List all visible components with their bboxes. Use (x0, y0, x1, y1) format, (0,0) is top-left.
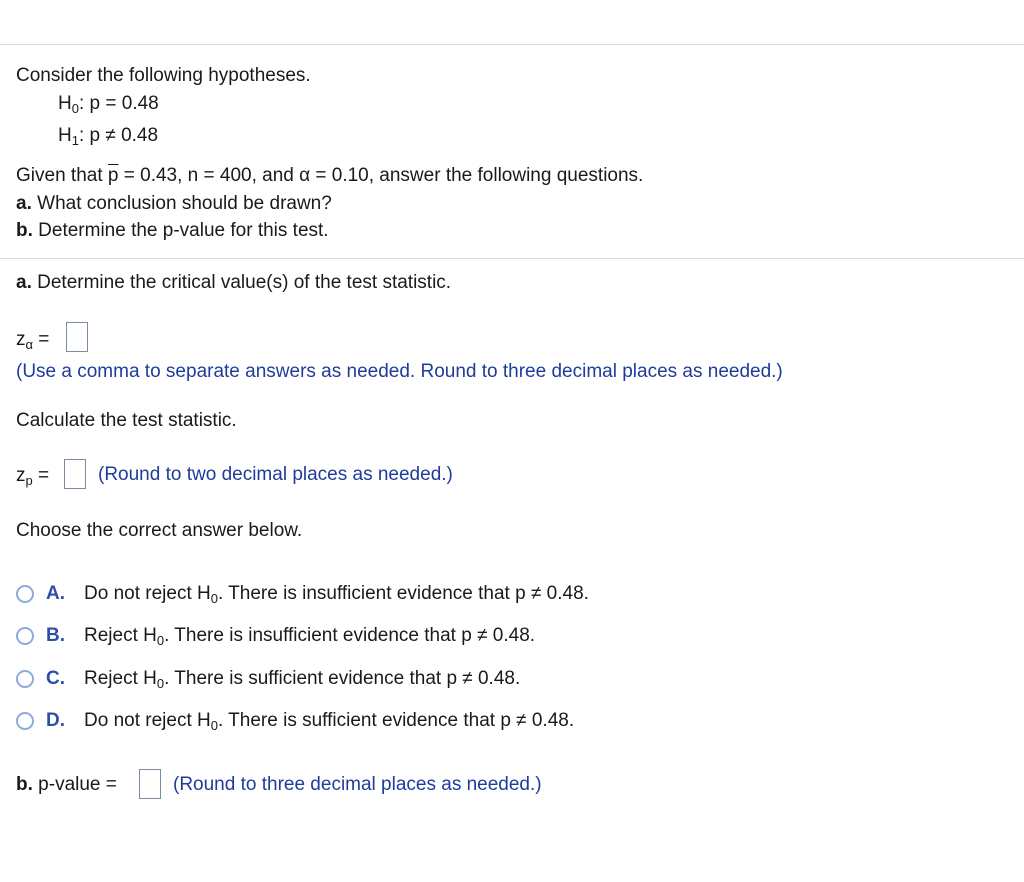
option-a-text: Do not reject $H_0$. There is insufficient evidence that p ≠ 0.48. (84, 583, 589, 606)
section-divider (0, 258, 1024, 259)
radio-a[interactable] (16, 585, 34, 603)
z-alpha-label (16, 328, 49, 352)
option-a[interactable] (16, 580, 589, 608)
h0-label: H (58, 93, 72, 114)
question-a-letter: a. (16, 193, 32, 214)
zp-z: z (16, 465, 26, 486)
alt-hypothesis (58, 124, 158, 148)
question-a-text: What conclusion should be drawn? (31, 193, 332, 214)
part-a-prompt-text: Determine the critical value(s) of the test statistic. (31, 272, 452, 293)
choose-prompt: Choose the correct answer below. (16, 520, 303, 541)
z-alpha-hint: (Use a comma to separate answers as needed. Round to three decimal places as needed.) (16, 361, 783, 382)
h1-rest: : p ≠ 0.48 (78, 125, 159, 146)
option-c-text: Reject $H_0$. There is sufficient evidence that p ≠ 0.48. (84, 668, 521, 691)
part-a-prompt (16, 271, 451, 295)
question-b (16, 219, 329, 243)
part-b-label-text: p-value = (32, 774, 117, 795)
z-alpha-sub: α (25, 337, 34, 352)
part-b-label (16, 773, 117, 797)
z-alpha-input[interactable] (66, 322, 88, 352)
question-b-letter: b. (16, 220, 33, 241)
radio-d[interactable] (16, 712, 34, 730)
zp-eq: = (32, 465, 50, 486)
h0-rest: : p = 0.48 (78, 93, 159, 114)
top-divider (0, 44, 1024, 45)
option-d-letter: D. (46, 710, 65, 731)
h1-sub: 1 (71, 133, 79, 148)
option-d-text: Do not reject $H_0$. There is sufficient evidence that p ≠ 0.48. (84, 710, 575, 733)
z-alpha-eq: = (33, 329, 50, 350)
option-c[interactable] (16, 665, 520, 693)
zp-input[interactable] (64, 459, 86, 489)
h1-label: H (58, 125, 72, 146)
part-a-letter: a. (16, 272, 32, 293)
option-c-letter: C. (46, 668, 65, 689)
intro-text: Consider the following hypotheses. (16, 65, 311, 86)
option-b-text: Reject $H_0$. There is insufficient evidence that p ≠ 0.48. (84, 625, 536, 648)
zp-sub: p (25, 473, 33, 488)
given-pre: Given that (16, 165, 108, 186)
p-value-input[interactable] (139, 769, 161, 799)
zp-hint: (Round to two decimal places as needed.) (98, 464, 453, 485)
given-pbar: $\overline{p}$ (107, 165, 119, 186)
part-b-letter: b. (16, 774, 33, 795)
option-d[interactable] (16, 707, 574, 735)
question-a (16, 192, 332, 216)
null-hypothesis (58, 92, 159, 116)
z-alpha-z: z (16, 329, 26, 350)
h0-sub: 0 (71, 101, 79, 116)
question-b-text: Determine the p-value for this test. (32, 220, 329, 241)
p-value-hint: (Round to three decimal places as needed.) (173, 774, 542, 795)
given-post: = 0.43, n = 400, and α = 0.10, answer the following questions. (118, 165, 644, 186)
radio-b[interactable] (16, 627, 34, 645)
calc-prompt: Calculate the test statistic. (16, 410, 237, 431)
option-b[interactable] (16, 622, 535, 650)
radio-c[interactable] (16, 670, 34, 688)
option-a-letter: A. (46, 583, 65, 604)
option-b-letter: B. (46, 625, 65, 646)
given-text (16, 164, 643, 188)
zp-label (16, 464, 49, 488)
